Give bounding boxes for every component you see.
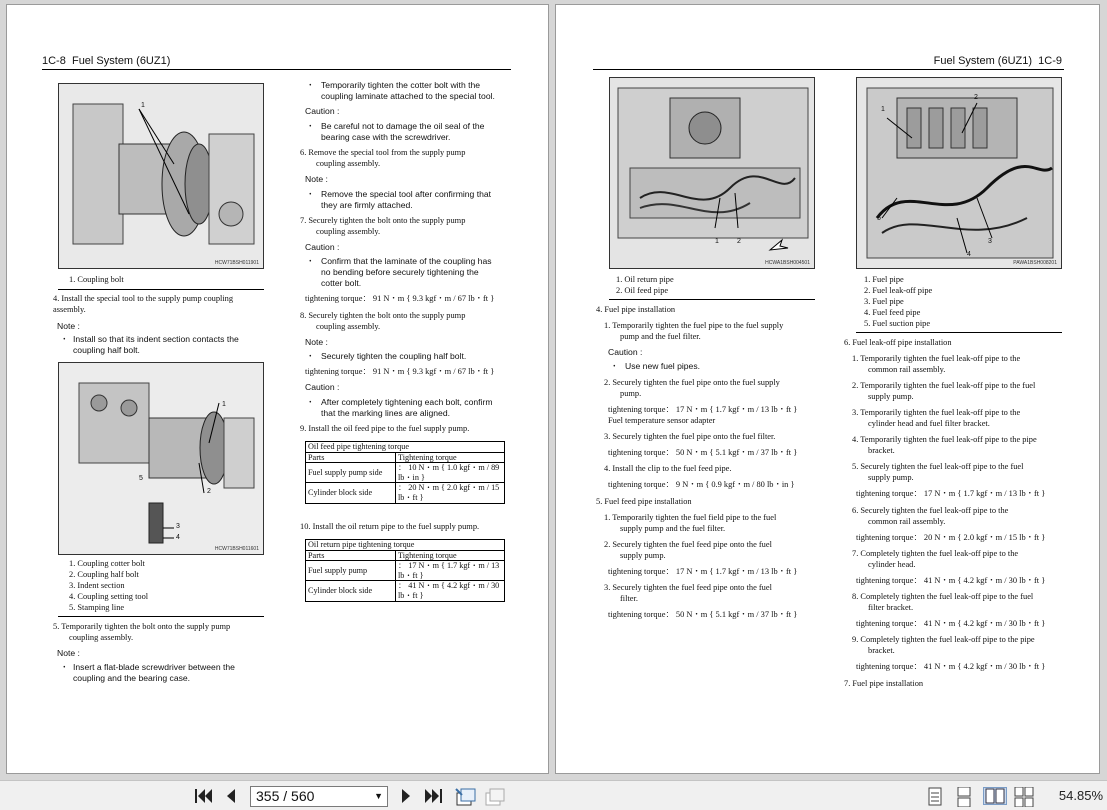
step-10: 10. Install the oil return pipe to the fuel supply pump. <box>300 522 480 531</box>
figure-legend-item: 1. Oil return pipe <box>616 275 674 284</box>
legend-rule <box>58 616 264 617</box>
figure-id: HCW71BSH011601 <box>214 546 259 552</box>
step-7-cont: coupling assembly. <box>316 227 381 236</box>
zoom-level[interactable]: 54.85% <box>1058 788 1103 803</box>
note-text: coupling and the bearing case. <box>73 673 191 683</box>
figure-legend-item: 1. Fuel pipe <box>864 275 904 284</box>
viewer-toolbar <box>0 780 1107 810</box>
caution-text: After completely tightening each bolt, confirm <box>321 397 493 407</box>
step-6-5: 5. Securely tighten the fuel leak-off pipe to the fuel <box>852 462 1024 471</box>
caution-label: Caution : <box>305 242 340 252</box>
header-rule <box>42 69 511 70</box>
step-5: 5. Temporarily tighten the bolt onto the supply pump <box>53 622 231 631</box>
step-6-2: 2. Temporarily tighten the fuel leak-off pipe to the fuel <box>852 381 1036 390</box>
step-6-7: 7. Completely tighten the fuel leak-off pipe to the <box>852 549 1019 558</box>
note-label: Note : <box>57 648 80 658</box>
extract-pages-icon[interactable] <box>454 787 476 805</box>
callout-1: 1 <box>141 102 145 109</box>
step-4-1-cont: pump and the fuel filter. <box>620 332 701 341</box>
bullet: ・ <box>306 256 315 266</box>
note-text: Remove the special tool after confirming that <box>321 189 492 199</box>
caution-label: Caution : <box>305 382 340 392</box>
figure-id: PAWA1BSH008201 <box>1013 260 1057 266</box>
figure-legend-item: 2. Oil feed pipe <box>616 286 669 295</box>
two-page-view-icon[interactable] <box>983 787 1007 805</box>
figure-legend-item: 2. Fuel leak-off pipe <box>864 286 933 295</box>
figure-legend-item: 4. Coupling setting tool <box>69 592 149 601</box>
tightening-torque: tightening torque： 41 N・m { 4.2 kgf・m / 30 lb・ft } <box>856 619 1046 628</box>
step-9: 9. Install the oil feed pipe to the fuel supply pump. <box>300 424 470 433</box>
tightening-torque: tightening torque： 9 N・m { 0.9 kgf・m / 80 lb・in } <box>608 480 795 489</box>
step-6-9: 9. Completely tighten the fuel leak-off pipe to the pipe <box>852 635 1035 644</box>
engine-illustration-1 <box>59 84 264 269</box>
note-text: coupling half bolt. <box>73 345 140 355</box>
tightening-torque: tightening torque： 17 N・m { 1.7 kgf・m / 13 lb・ft } <box>856 489 1046 498</box>
tightening-torque: tightening torque： 20 N・m { 2.0 kgf・m / 15 lb・ft } <box>856 533 1046 542</box>
step-6-4: 4. Temporarily tighten the fuel leak-off pipe to the pipe <box>852 435 1037 444</box>
table-title: Oil return pipe tightening torque <box>306 540 505 551</box>
callout-3: 3 <box>988 238 992 245</box>
step-5-2-cont: supply pump. <box>620 551 666 560</box>
caution-label: Caution : <box>608 347 643 357</box>
figure-legend-item: 5. Stamping line <box>69 603 125 612</box>
engine-illustration-4 <box>857 78 1062 269</box>
tightening-torque: tightening torque： 50 N・m { 5.1 kgf・m / 37 lb・ft } <box>608 448 798 457</box>
legend-rule <box>58 289 264 290</box>
callout-1: 1 <box>881 106 885 113</box>
section-6-heading: 6. Fuel leak-off pipe installation <box>844 338 952 347</box>
step-8: 8. Securely tighten the bolt onto the supply pump <box>300 311 466 320</box>
step-6-8-cont: filter bracket. <box>868 603 914 612</box>
first-page-icon[interactable] <box>192 787 214 805</box>
step-6-2-cont: supply pump. <box>868 392 914 401</box>
figure-id: HCW71BSH011901 <box>214 260 259 266</box>
document-page-right <box>555 4 1100 774</box>
caution-text: Be careful not to damage the oil seal of the <box>321 121 485 131</box>
tightening-torque: tightening torque： 50 N・m { 5.1 kgf・m / 37 lb・ft } <box>608 610 798 619</box>
table-cell: Cylinder block side <box>306 581 396 601</box>
section-4-heading: 4. Fuel pipe installation <box>596 305 676 314</box>
step-6-4-cont: bracket. <box>868 446 895 455</box>
callout-2: 2 <box>737 238 741 245</box>
table-cell: Fuel supply pump side <box>306 463 396 483</box>
step-6-9-cont: bracket. <box>868 646 895 655</box>
step-6-8: 8. Completely tighten the fuel leak-off pipe to the fuel <box>852 592 1034 601</box>
step-6-3: 3. Temporarily tighten the fuel leak-off pipe to the <box>852 408 1021 417</box>
note-text: Insert a flat-blade screwdriver between the <box>73 662 235 672</box>
caution-text: cotter bolt. <box>321 278 362 288</box>
tightening-torque: tightening torque： 17 N・m { 1.7 kgf・m / 13 lb・ft } <box>608 405 798 414</box>
step-4: 4. Install the special tool to the supply pump coupling assembly. <box>53 294 234 314</box>
step-4-2-cont: pump. <box>620 389 642 398</box>
step-5-1-cont: supply pump and the fuel filter. <box>620 524 726 533</box>
table-cell: ： 41 N・m { 4.2 kgf・m / 30 lb・ft } <box>396 581 505 601</box>
figure-coupling-setting-tool <box>58 362 264 555</box>
caution-text: no bending before securely tightening the <box>321 267 479 277</box>
note-text: Install so that its indent section contacts the <box>73 334 239 344</box>
figure-oil-pipes <box>609 77 815 269</box>
next-page-icon[interactable] <box>397 787 415 805</box>
figure-legend-item: 1. Coupling cotter bolt <box>69 559 145 568</box>
figure-legend-item: 3. Indent section <box>69 581 125 590</box>
step-8-cont: coupling assembly. <box>316 322 381 331</box>
tightening-torque: tightening torque： 91 N・m { 9.3 kgf・m / 67 lb・ft } <box>305 367 495 376</box>
continuous-view-icon[interactable] <box>955 787 973 805</box>
header-rule <box>593 69 1064 70</box>
callout-5: 5 <box>139 475 143 482</box>
step-6: 6. Remove the special tool from the supply pump <box>300 148 466 157</box>
table-header: Tightening torque <box>396 550 505 561</box>
page-header-left: 1C-8 Fuel System (6UZ1) <box>42 55 171 67</box>
caution-text: bearing case with the screwdriver. <box>321 132 451 142</box>
last-page-icon[interactable] <box>423 787 445 805</box>
figure-legend-item: 1. Coupling bolt <box>69 275 124 284</box>
figure-legend-item: 4. Fuel feed pipe <box>864 308 921 317</box>
table-cell: ： 17 N・m { 1.7 kgf・m / 13 lb・ft } <box>396 561 505 581</box>
step-6-1: 1. Temporarily tighten the fuel leak-off pipe to the <box>852 354 1021 363</box>
figure-legend-item: 2. Coupling half bolt <box>69 570 139 579</box>
bullet: ・ <box>306 351 315 361</box>
note-text: Securely tighten the coupling half bolt. <box>321 351 467 361</box>
caution-label: Caution : <box>305 106 340 116</box>
note-label: Note : <box>305 174 328 184</box>
section-7-heading: 7. Fuel pipe installation <box>844 679 924 688</box>
callout-4: 4 <box>967 251 971 258</box>
step-6-5-cont: supply pump. <box>868 473 914 482</box>
note-text: they are firmly attached. <box>321 200 413 210</box>
callout-2: 2 <box>974 94 978 101</box>
table-cell: ： 10 N・m { 1.0 kgf・m / 89 lb・in } <box>396 463 505 483</box>
step-4-2: 2. Securely tighten the fuel pipe onto the fuel supply <box>604 378 780 387</box>
tightening-torque: tightening torque： 17 N・m { 1.7 kgf・m / 13 lb・ft } <box>608 567 798 576</box>
oil-return-torque-table <box>305 539 505 602</box>
callout-5: 5 <box>877 215 881 222</box>
step-4-4: 4. Install the clip to the fuel feed pipe. <box>604 464 732 473</box>
caution-text: Use new fuel pipes. <box>625 361 700 371</box>
page-number-input[interactable] <box>250 786 388 807</box>
step-4-1: 1. Temporarily tighten the fuel pipe to the fuel supply <box>604 321 784 330</box>
tightening-torque: tightening torque： 41 N・m { 4.2 kgf・m / 30 lb・ft } <box>856 662 1046 671</box>
figure-legend-item: 3. Fuel pipe <box>864 297 904 306</box>
table-header: Tightening torque <box>396 452 505 463</box>
step-5-2: 2. Securely tighten the fuel feed pipe onto the fuel <box>604 540 772 549</box>
figure-legend-item: 5. Fuel suction pipe <box>864 319 931 328</box>
step-7: 7. Securely tighten the bolt onto the supply pump <box>300 216 466 225</box>
prev-page-icon[interactable] <box>222 787 240 805</box>
step-5-cont: coupling assembly. <box>69 633 134 642</box>
callout-3: 3 <box>176 523 180 530</box>
step-6-cont: coupling assembly. <box>316 159 381 168</box>
caution-text: Confirm that the laminate of the coupling has <box>321 256 492 266</box>
two-page-continuous-icon[interactable] <box>1014 787 1034 805</box>
insert-pages-icon[interactable] <box>483 787 505 805</box>
step-6-6-cont: common rail assembly. <box>868 517 946 526</box>
engine-illustration-2 <box>59 363 264 555</box>
oil-feed-torque-table <box>305 441 505 504</box>
bullet: ・ <box>306 121 315 131</box>
bullet: ・ <box>610 361 619 371</box>
figure-fuel-pipes <box>856 77 1062 269</box>
step-text: Temporarily tighten the cotter bolt with the <box>321 80 481 90</box>
legend-rule <box>856 332 1062 333</box>
legend-rule <box>609 299 815 300</box>
table-cell: ： 20 N・m { 2.0 kgf・m / 15 lb・ft } <box>396 483 505 503</box>
bullet: ・ <box>60 662 69 672</box>
table-cell: Fuel supply pump <box>306 561 396 581</box>
step-5-3: 3. Securely tighten the fuel feed pipe onto the fuel <box>604 583 772 592</box>
callout-2: 2 <box>207 488 211 495</box>
callout-1: 1 <box>222 401 226 408</box>
figure-coupling-bolt <box>58 83 264 269</box>
figure-id: HCWA1BSH004501 <box>765 260 810 266</box>
table-header: Parts <box>306 550 396 561</box>
step-5-3-cont: filter. <box>620 594 638 603</box>
page-indicator: 355 / 560 <box>256 788 315 804</box>
document-page-left <box>6 4 549 774</box>
section-5-heading: 5. Fuel feed pipe installation <box>596 497 692 506</box>
step-5-1: 1. Temporarily tighten the fuel field pipe to the fuel <box>604 513 777 522</box>
caution-text: that the marking lines are aligned. <box>321 408 450 418</box>
step-6-6: 6. Securely tighten the fuel leak-off pipe to the <box>852 506 1009 515</box>
page-header-right: Fuel System (6UZ1) 1C-9 <box>933 55 1062 67</box>
engine-illustration-3 <box>610 78 815 269</box>
bullet: ・ <box>60 334 69 344</box>
step-6-1-cont: common rail assembly. <box>868 365 946 374</box>
step-6-7-cont: cylinder head. <box>868 560 916 569</box>
bullet: ・ <box>306 189 315 199</box>
chevron-down-icon[interactable]: ▼ <box>374 791 383 801</box>
note-label: Note : <box>57 321 80 331</box>
table-header: Parts <box>306 452 396 463</box>
torque-note: Fuel temperature sensor adapter <box>608 416 716 425</box>
single-page-view-icon[interactable] <box>926 787 944 805</box>
callout-4: 4 <box>176 534 180 541</box>
step-6-3-cont: cylinder head and fuel filter bracket. <box>868 419 990 428</box>
table-cell: Cylinder block side <box>306 483 396 503</box>
step-text: coupling laminate attached to the special tool. <box>321 91 495 101</box>
tightening-torque: tightening torque： 41 N・m { 4.2 kgf・m / 30 lb・ft } <box>856 576 1046 585</box>
callout-1: 1 <box>715 238 719 245</box>
note-label: Note : <box>305 337 328 347</box>
bullet: ・ <box>306 80 315 90</box>
table-title: Oil feed pipe tightening torque <box>306 442 505 453</box>
step-4-3: 3. Securely tighten the fuel pipe onto the fuel filter. <box>604 432 776 441</box>
bullet: ・ <box>306 397 315 407</box>
tightening-torque: tightening torque： 91 N・m { 9.3 kgf・m / 67 lb・ft } <box>305 294 495 303</box>
